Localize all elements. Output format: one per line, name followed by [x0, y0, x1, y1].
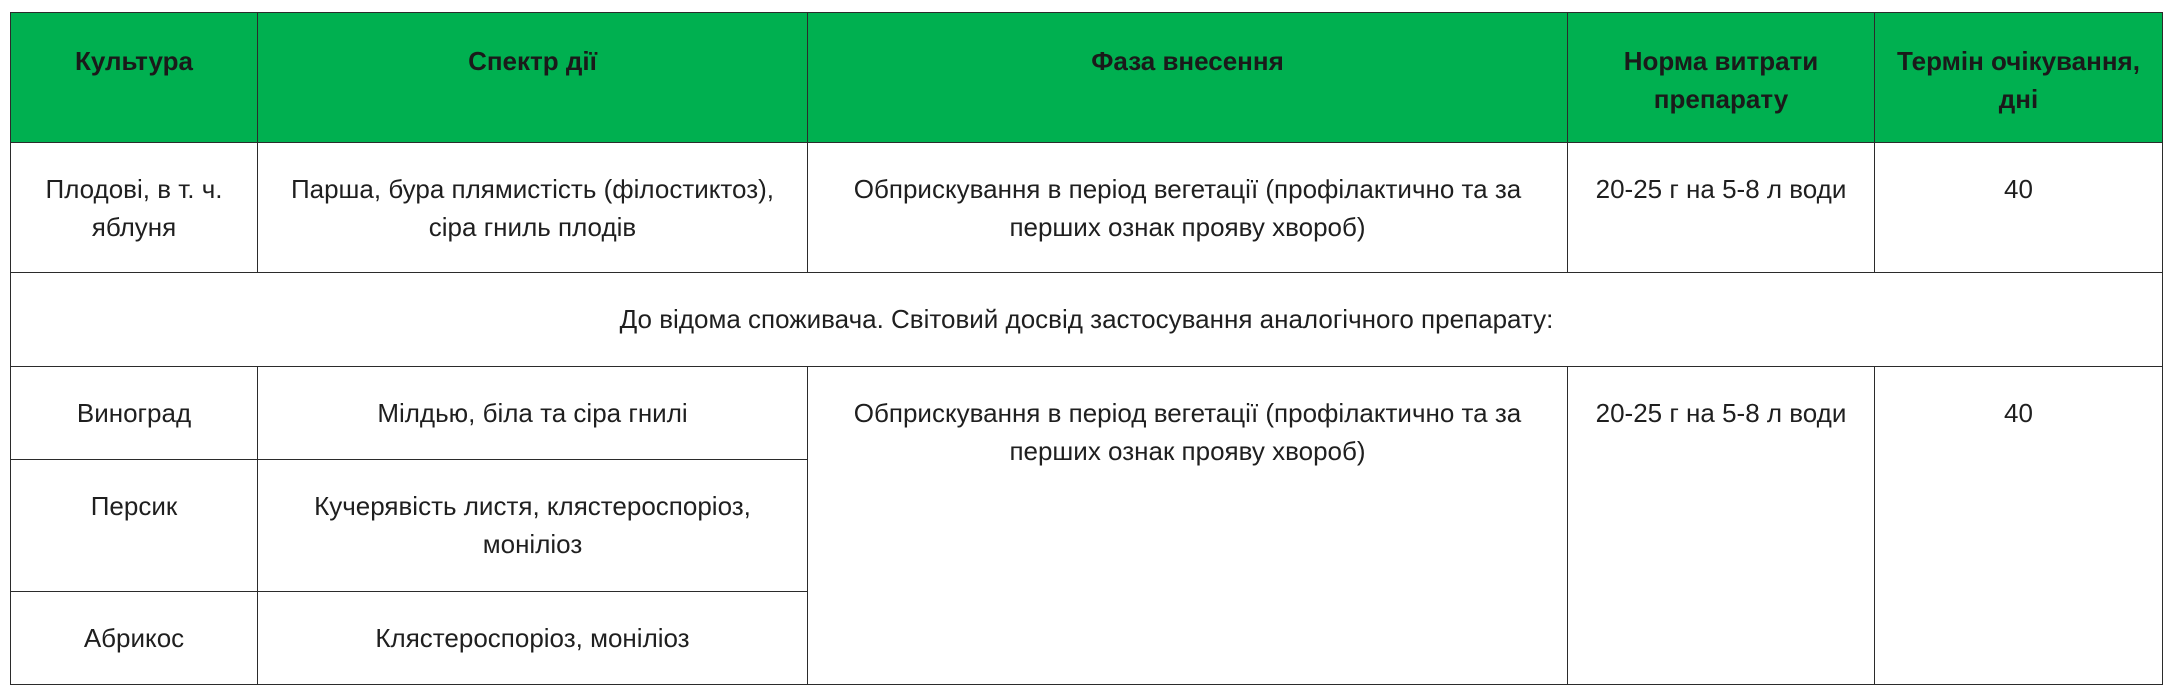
cell-spectrum: Мілдью, біла та сіра гнилі	[258, 367, 808, 460]
header-phase: Фаза внесення	[808, 13, 1568, 143]
cell-spectrum: Клястероспоріоз, моніліоз	[258, 592, 808, 685]
cell-crop: Персик	[11, 460, 258, 592]
crop-treatment-table-wrapper	[10, 12, 2162, 685]
cell-spectrum: Парша, бура плямистість (філостиктоз), сіра гниль плодів	[258, 143, 808, 273]
crop-treatment-table	[10, 12, 2163, 685]
cell-rate: 20-25 г на 5-8 л води	[1568, 143, 1875, 273]
cell-crop: Абрикос	[11, 592, 258, 685]
header-spectrum: Спектр дії	[258, 13, 808, 143]
consumer-note: До відома споживача. Світовий досвід застосування аналогічного препарату:	[11, 273, 2163, 367]
cell-rate-merged: 20-25 г на 5-8 л води	[1568, 367, 1875, 685]
cell-phase-merged: Обприскування в період вегетації (профілактично та за перших ознак прояву хвороб)	[808, 367, 1568, 685]
table-row	[11, 367, 2163, 460]
cell-wait: 40	[1875, 143, 2163, 273]
table-header	[11, 13, 2163, 143]
cell-phase: Обприскування в період вегетації (профілактично та за перших ознак прояву хвороб)	[808, 143, 1568, 273]
cell-crop: Плодові, в т. ч. яблуня	[11, 143, 258, 273]
cell-crop: Виноград	[11, 367, 258, 460]
header-row	[11, 13, 2163, 143]
header-crop: Культура	[11, 13, 258, 143]
header-rate: Норма витрати препарату	[1568, 13, 1875, 143]
header-wait: Термін очікування, дні	[1875, 13, 2163, 143]
cell-wait-merged: 40	[1875, 367, 2163, 685]
table-row	[11, 143, 2163, 273]
note-row	[11, 273, 2163, 367]
table-body	[11, 143, 2163, 685]
cell-spectrum: Кучерявість листя, клястероспоріоз, моніліоз	[258, 460, 808, 592]
